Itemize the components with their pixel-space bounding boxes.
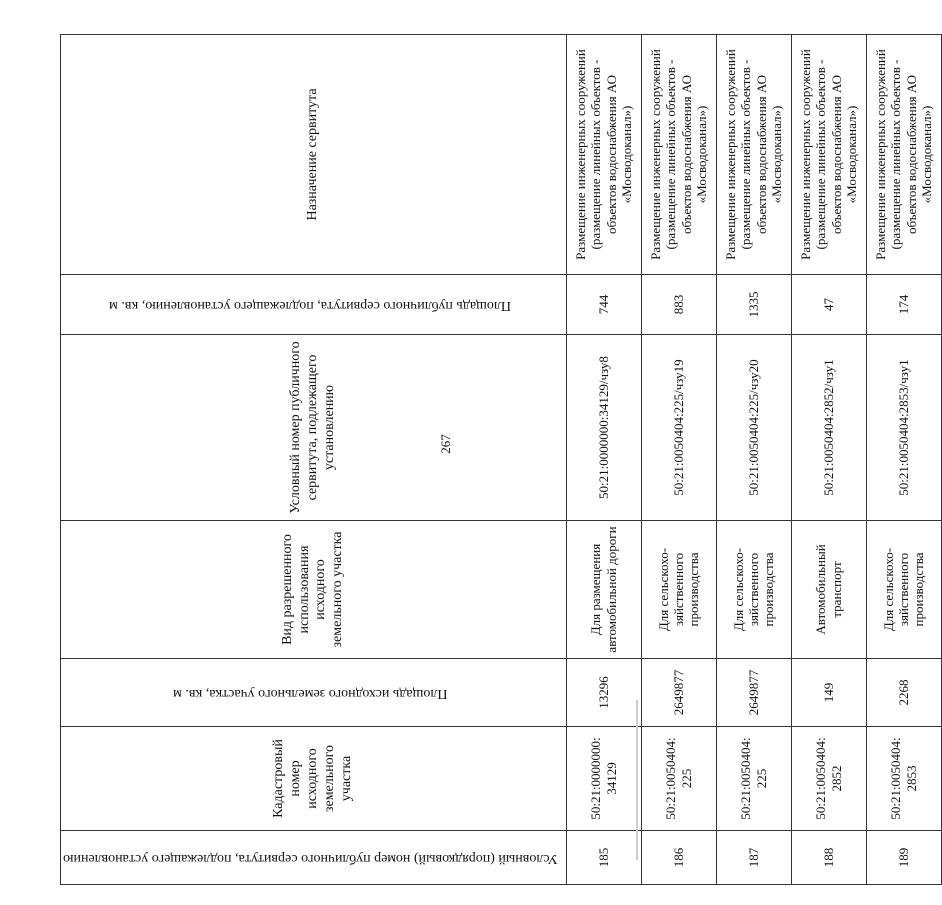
cell-number: 188	[791, 831, 866, 885]
page-number: 267	[437, 434, 453, 454]
cell-area: 2649877	[641, 659, 716, 727]
cell-number: 185	[566, 831, 641, 885]
cell-servitude-area: 1335	[716, 275, 791, 335]
cell-purpose: Размещение инженерных сооружений (размещение линейных объектов - объектов водоснабжения АО «Мосводоканал»)	[716, 35, 791, 275]
cell-servitude-area: 47	[791, 275, 866, 335]
cell-code: 50:21:0000000:34129/чзу8	[566, 335, 641, 521]
cell-use: Для сельскохо- зяйственного производства	[641, 521, 716, 659]
cell-area: 149	[791, 659, 866, 727]
header-source-area: Площадь исходного земельного участка, кв. м	[61, 659, 567, 727]
header-purpose: Назначение сервитута	[61, 35, 567, 275]
cell-area: 2268	[866, 659, 941, 727]
table-row	[791, 35, 866, 885]
rotated-page	[60, 35, 934, 885]
cell-servitude-area: 744	[566, 275, 641, 335]
header-permitted-use: Вид разрешенного использования исходного земельного участка	[61, 521, 567, 659]
header-cadastral-number: Кадастровый номер исходного земельного участка	[61, 727, 567, 831]
cell-purpose: Размещение инженерных сооружений (размещение линейных объектов - объектов водоснабжения АО «Мосводоканал»)	[866, 35, 941, 275]
cell-code: 50:21:0050404:225/чзу20	[716, 335, 791, 521]
table-header-row	[61, 35, 567, 885]
table-row	[566, 35, 641, 885]
table-row	[641, 35, 716, 885]
cell-cadastral: 50:21:0050404: 2852	[791, 727, 866, 831]
cell-use: Для сельскохо- зяйственного производства	[866, 521, 941, 659]
header-servitude-code: Условный номер публичного сервитута, подлежащего установлению	[61, 335, 567, 521]
header-servitude-number: Условный (порядковый) номер публичного сервитута, подлежащего установлению	[61, 831, 567, 885]
table-row	[866, 35, 941, 885]
cell-number: 187	[716, 831, 791, 885]
cell-use: Автомобильный транспорт	[791, 521, 866, 659]
header-servitude-area: Площадь публичного сервитута, подлежащего установлению, кв. м	[61, 275, 567, 335]
cell-code: 50:21:0050404:225/чзу19	[641, 335, 716, 521]
cell-cadastral: 50:21:0050404: 2853	[866, 727, 941, 831]
cell-cadastral: 50:21:0000000: 34129	[566, 727, 641, 831]
cell-purpose: Размещение инженерных сооружений (размещение линейных объектов - объектов водоснабжения АО «Мосводоканал»)	[641, 35, 716, 275]
cell-number: 189	[866, 831, 941, 885]
cell-number: 186	[641, 831, 716, 885]
cell-code: 50:21:0050404:2853/чзу1	[866, 335, 941, 521]
cell-use: Для сельскохо- зяйственного производства	[716, 521, 791, 659]
cell-servitude-area: 174	[866, 275, 941, 335]
cell-area: 2649877	[716, 659, 791, 727]
cell-purpose: Размещение инженерных сооружений (размещение линейных объектов - объектов водоснабжения АО «Мосводоканал»)	[791, 35, 866, 275]
scan-edge-mark	[636, 700, 638, 860]
cell-area: 13296	[566, 659, 641, 727]
table-row	[716, 35, 791, 885]
cell-use: Для размещения автомобильной дороги	[566, 521, 641, 659]
cell-cadastral: 50:21:0050404: 225	[641, 727, 716, 831]
cell-purpose: Размещение инженерных сооружений (размещение линейных объектов - объектов водоснабжения АО «Мосводоканал»)	[566, 35, 641, 275]
cell-servitude-area: 883	[641, 275, 716, 335]
cell-cadastral: 50:21:0050404: 225	[716, 727, 791, 831]
cell-code: 50:21:0050404:2852/чзу1	[791, 335, 866, 521]
servitude-table	[60, 34, 942, 885]
